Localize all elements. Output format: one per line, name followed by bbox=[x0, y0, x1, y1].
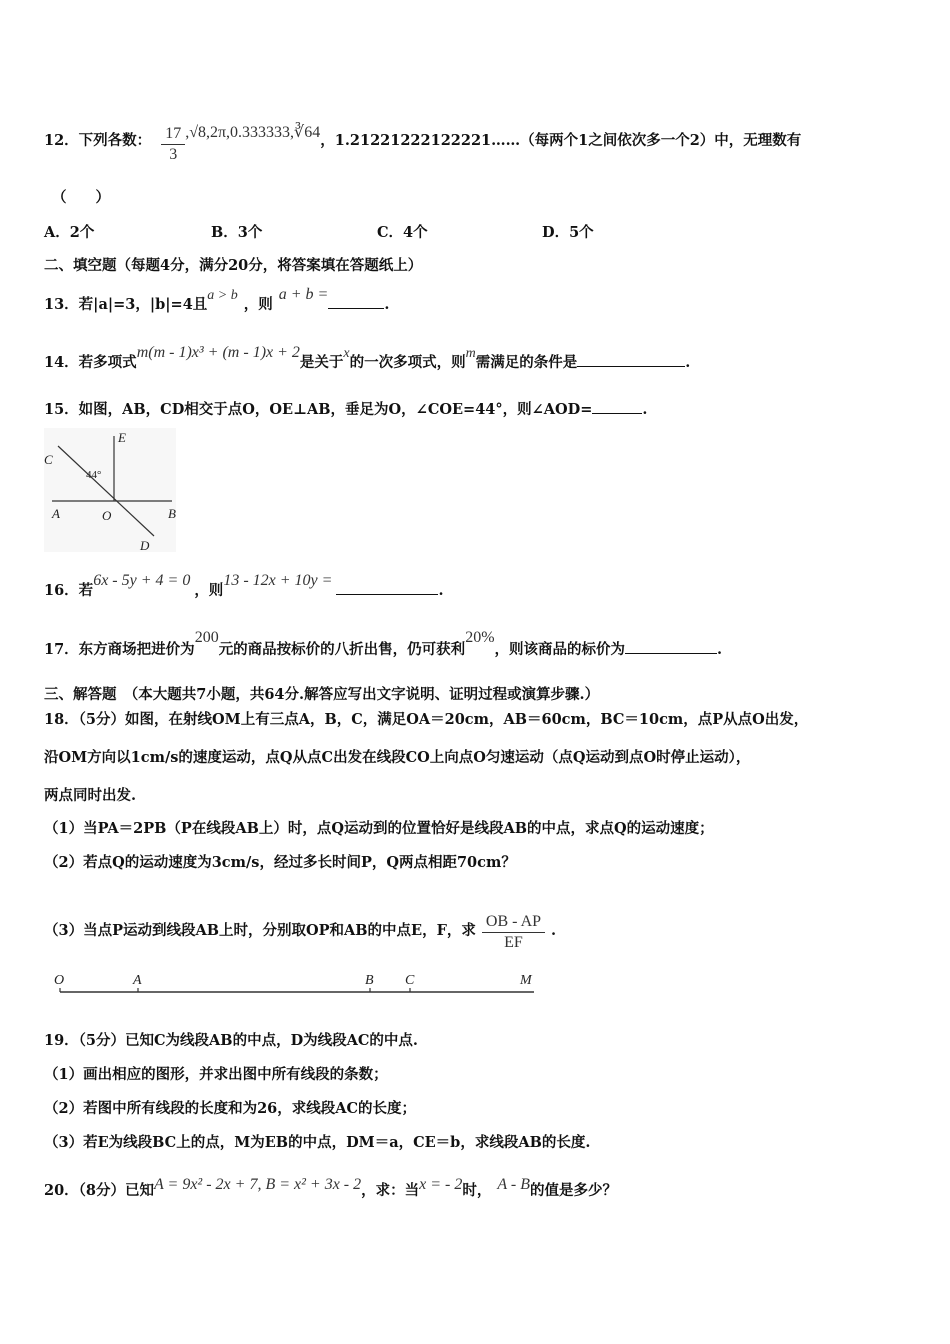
q15-answer-blank[interactable] bbox=[592, 399, 642, 414]
q19-sub1: （1）画出相应的图形，并求出图中所有线段的条数； bbox=[44, 1066, 388, 1083]
q13-math1: a > b bbox=[207, 288, 238, 303]
q12-label: 12．下列各数： bbox=[44, 132, 152, 149]
q12-text-after: ，1.21221222122221……（每两个1之间依次多一个2）中，无理数有 bbox=[320, 132, 802, 149]
q16-end: . bbox=[438, 582, 444, 599]
q18-figure bbox=[50, 966, 550, 998]
q15-figure-bg bbox=[44, 428, 176, 552]
q14-math: m(m - 1)x³ + (m - 1)x + 2 bbox=[136, 344, 300, 361]
q14-mid3: 需满足的条件是 bbox=[475, 354, 578, 371]
q15-end: . bbox=[642, 401, 648, 418]
q14-answer-blank[interactable] bbox=[577, 352, 685, 367]
q20-label: 20．（8分）已知 bbox=[44, 1182, 155, 1199]
q15-figure bbox=[44, 428, 176, 552]
q12-math: ,√8,2π,0.333333,∛64 bbox=[185, 124, 321, 141]
label-o: O bbox=[54, 973, 65, 988]
q17-num1: 200 bbox=[194, 629, 219, 646]
q18-line1: 18．（5分）如图，在射线OM上有三点A，B，C，满足OA＝20cm，AB＝60cm，BC＝10cm，点P从点O出发， bbox=[44, 711, 809, 728]
q12-option-a: A．2个 bbox=[44, 224, 95, 241]
q20-line bbox=[44, 1176, 617, 1201]
q14-var-m: m bbox=[465, 346, 476, 361]
q14-mid2: 的一次多项式，则 bbox=[349, 354, 466, 371]
q20-math1: A = 9x² - 2x + 7, B = x² + 3x - 2 bbox=[154, 1176, 362, 1193]
q19-line1: 19．（5分）已知C为线段AB的中点，D为线段AC的中点. bbox=[44, 1032, 418, 1049]
q13-end: . bbox=[384, 296, 390, 313]
q17-num2: 20% bbox=[465, 629, 495, 646]
q20-math2: x = - 2 bbox=[419, 1176, 463, 1193]
q18-frac-den: EF bbox=[504, 934, 523, 951]
q13-math2: a + b = bbox=[278, 286, 329, 303]
q12-option-c: C．4个 bbox=[377, 224, 428, 241]
q18-frac-num: OB - AP bbox=[482, 912, 545, 933]
q17-end: . bbox=[717, 641, 723, 658]
q14-var-x: x bbox=[343, 346, 350, 361]
q16-math1: 6x - 5y + 4 = 0 bbox=[93, 572, 191, 589]
q17-mid: 元的商品按标价的八折出售，仍可获利 bbox=[218, 641, 466, 658]
q16-label: 16．若 bbox=[44, 582, 94, 599]
label-o: O bbox=[102, 508, 112, 523]
q16-answer-blank[interactable] bbox=[336, 580, 438, 595]
label-b: B bbox=[168, 506, 176, 521]
q20-mid2: 时， bbox=[462, 1182, 492, 1199]
q16-math2: 13 - 12x + 10y = bbox=[223, 572, 333, 589]
q14-label: 14．若多项式 bbox=[44, 354, 137, 371]
q18-sub2: （2）若点Q的运动速度为3cm/s，经过多长时间P，Q两点相距70cm？ bbox=[44, 854, 516, 871]
q20-math3: A - B bbox=[497, 1176, 530, 1193]
q18-sub1: （1）当PA＝2PB（P在线段AB上）时，点Q运动到的位置恰好是线段AB的中点，求点Q的运动速度； bbox=[44, 820, 714, 837]
q17-line bbox=[44, 629, 723, 660]
q18-fraction bbox=[482, 912, 545, 953]
q18-sub3-end: . bbox=[551, 922, 557, 939]
label-a: A bbox=[52, 506, 60, 521]
q12-paren: （ ） bbox=[52, 189, 110, 206]
q18-sub3: （3）当点P运动到线段AB上时，分别取OP和AB的中点E，F，求 bbox=[44, 922, 476, 939]
q17-answer-blank[interactable] bbox=[625, 639, 717, 654]
q13-mid: ，则 bbox=[243, 296, 273, 313]
q13-line bbox=[44, 286, 390, 316]
q12-frac-den: 3 bbox=[169, 146, 178, 163]
label-a: A bbox=[133, 973, 142, 988]
label-b: B bbox=[365, 973, 374, 988]
label-c: C bbox=[44, 452, 53, 467]
q18-line3: 两点同时出发. bbox=[44, 787, 137, 804]
q16-line bbox=[44, 572, 444, 601]
q13-answer-blank[interactable] bbox=[328, 294, 384, 309]
q13-label: 13．若|a|=3，|b|=4且 bbox=[44, 296, 208, 313]
label-e: E bbox=[118, 430, 126, 445]
q14-line bbox=[44, 344, 691, 374]
q15-text: 15．如图，AB，CD相交于点O，OE⊥AB，垂足为O，∠COE=44°，则∠AOD= bbox=[44, 401, 593, 418]
q20-mid: ，求：当 bbox=[361, 1182, 420, 1199]
label-angle-44: 44° bbox=[86, 469, 102, 481]
section3-title: 三、解答题 （本大题共7小题，共64分.解答应写出文字说明、证明过程或演算步骤.） bbox=[44, 686, 600, 703]
q14-mid1: 是关于 bbox=[299, 354, 344, 371]
q18-sub3-line bbox=[44, 912, 556, 953]
q12-fraction bbox=[161, 124, 185, 165]
q18-line2: 沿OM方向以1cm/s的速度运动，点Q从点C出发在线段CO上向点O匀速运动（点Q运动到点O时停止运动）， bbox=[44, 749, 751, 766]
q19-sub2: （2）若图中所有线段的长度和为26，求线段AC的长度； bbox=[44, 1100, 417, 1117]
q12-option-b: B．3个 bbox=[211, 224, 263, 241]
q17-end-text: ，则该商品的标价为 bbox=[494, 641, 626, 658]
label-c: C bbox=[405, 973, 415, 988]
q17-label: 17．东方商场把进价为 bbox=[44, 641, 195, 658]
section2-title: 二、填空题（每题4分，满分20分，将答案填在答题纸上） bbox=[44, 257, 423, 274]
q12-option-d: D．5个 bbox=[542, 224, 594, 241]
label-m: M bbox=[520, 973, 532, 988]
q20-end: 的值是多少？ bbox=[529, 1182, 617, 1199]
q14-end: . bbox=[685, 354, 691, 371]
label-d: D bbox=[140, 538, 150, 552]
q15-line bbox=[44, 399, 647, 420]
q12-line bbox=[44, 124, 801, 165]
q19-sub3: （3）若E为线段BC上的点，M为EB的中点，DM＝a，CE＝b，求线段AB的长度. bbox=[44, 1134, 591, 1151]
q16-mid: ，则 bbox=[194, 582, 224, 599]
q12-frac-num: 17 bbox=[161, 124, 185, 145]
